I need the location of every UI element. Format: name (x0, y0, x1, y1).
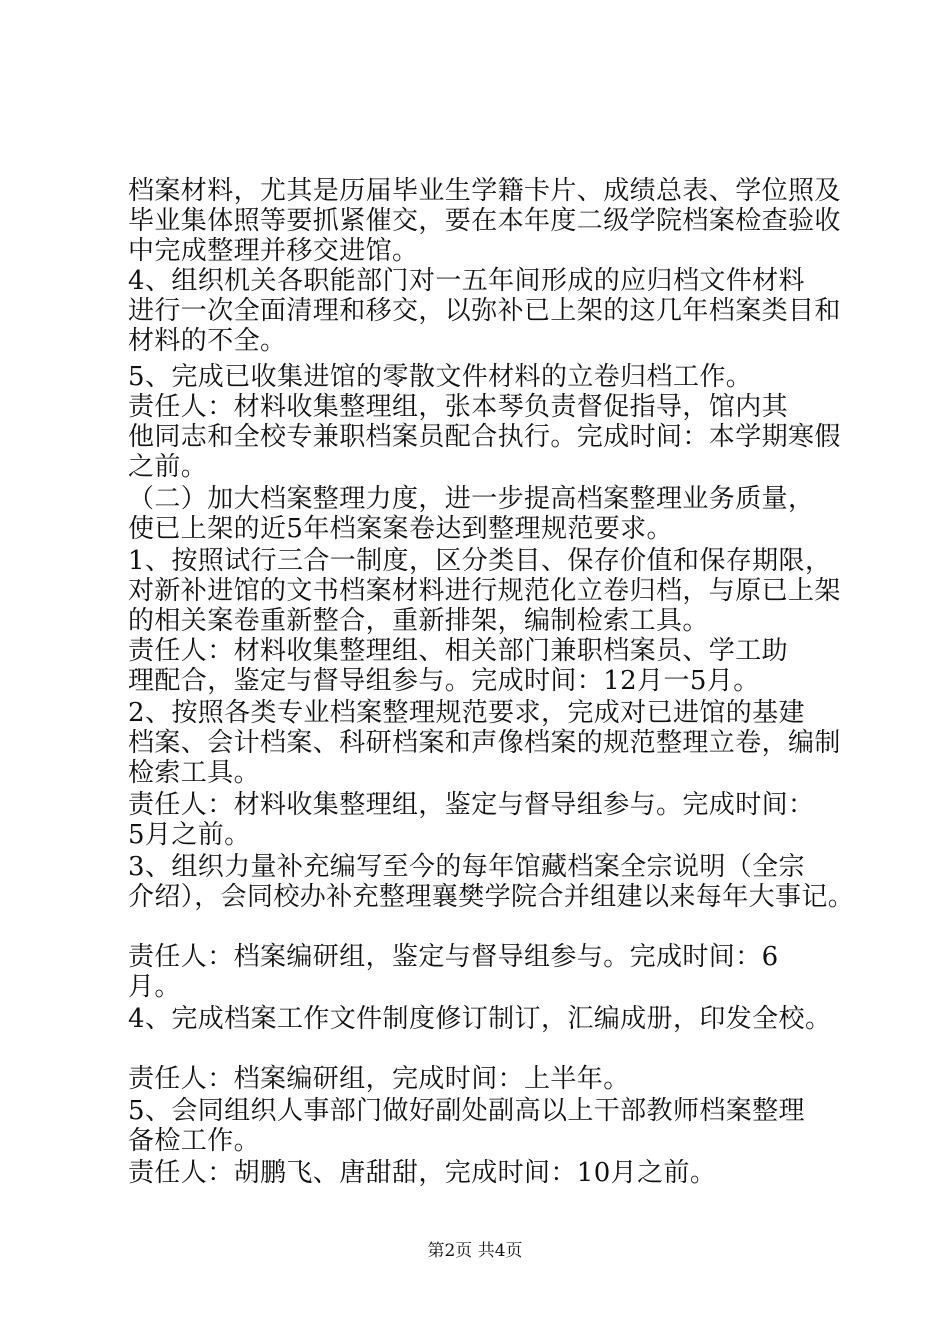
page-number: 第2页 共4页 (427, 1241, 523, 1261)
text-line: 的相关案卷重新整合，重新排架，编制检索工具。 (128, 606, 709, 636)
text-line: 2、按照各类专业档案整理规范要求，完成对已进馆的基建 (128, 698, 805, 728)
text-line: 进行一次全面清理和移交，以弥补已上架的这几年档案类目和 (128, 296, 841, 326)
text-line: （二）加大档案整理力度，进一步提高档案整理业务质量， (128, 484, 815, 514)
text-line: 档案、会计档案、科研档案和声像档案的规范整理立卷，编制 (128, 728, 841, 758)
text-line: 责任人：材料收集整理组、相关部门兼职档案员、学工助 (128, 636, 789, 666)
text-line: 4、完成档案工作文件制度修订制订，汇编成册，印发全校。 (128, 1004, 832, 1034)
text-line: 之前。 (128, 452, 208, 482)
text-line: 责任人：档案编研组，完成时间：上半年。 (128, 1064, 630, 1094)
text-line: 责任人：胡鹏飞、唐甜甜，完成时间：10月之前。 (128, 1158, 717, 1188)
text-line: 5、完成已收集进馆的零散文件材料的立卷归档工作。 (128, 362, 753, 392)
text-line: 5、会同组织人事部门做好副处副高以上干部教师档案整理 (128, 1096, 805, 1126)
text-line: 介绍），会同校办补充整理襄樊学院合并组建以来每年大事记。 (128, 882, 855, 912)
text-line: 中完成整理并移交进馆。 (128, 236, 419, 266)
text-line: 责任人：材料收集整理组，张本琴负责督促指导，馆内其 (128, 392, 789, 422)
text-line: 他同志和全校专兼职档案员配合执行。完成时间：本学期寒假 (128, 422, 841, 452)
text-line: 责任人：材料收集整理组，鉴定与督导组参与。完成时间： (128, 790, 815, 820)
text-line: 4、组织机关各职能部门对一五年间形成的应归档文件材料 (128, 266, 805, 296)
text-line: 备检工作。 (128, 1126, 261, 1156)
text-line: 使已上架的近5年档案案卷达到整理规范要求。 (128, 514, 673, 544)
text-line: 理配合，鉴定与督导组参与。完成时间：12月一5月。 (128, 666, 760, 696)
text-line: 毕业集体照等要抓紧催交，要在本年度二级学院档案检查验收 (128, 206, 841, 236)
text-line: 3、组织力量补充编写至今的每年馆藏档案全宗说明（全宗 (128, 852, 805, 882)
text-line: 档案材料，尤其是历届毕业生学籍卡片、成绩总表、学位照及 (128, 176, 841, 206)
text-line: 材料的不全。 (128, 326, 287, 356)
text-line: 1、按照试行三合一制度，区分类目、保存价值和保存期限， (128, 546, 832, 576)
text-line: 检索工具。 (128, 758, 261, 788)
text-line: 对新补进馆的文书档案材料进行规范化立卷归档，与原已上架 (128, 576, 841, 606)
text-line: 责任人：档案编研组，鉴定与督导组参与。完成时间：6 (128, 942, 779, 972)
text-line: 月。 (128, 972, 181, 1002)
text-line: 5月之前。 (128, 820, 251, 850)
